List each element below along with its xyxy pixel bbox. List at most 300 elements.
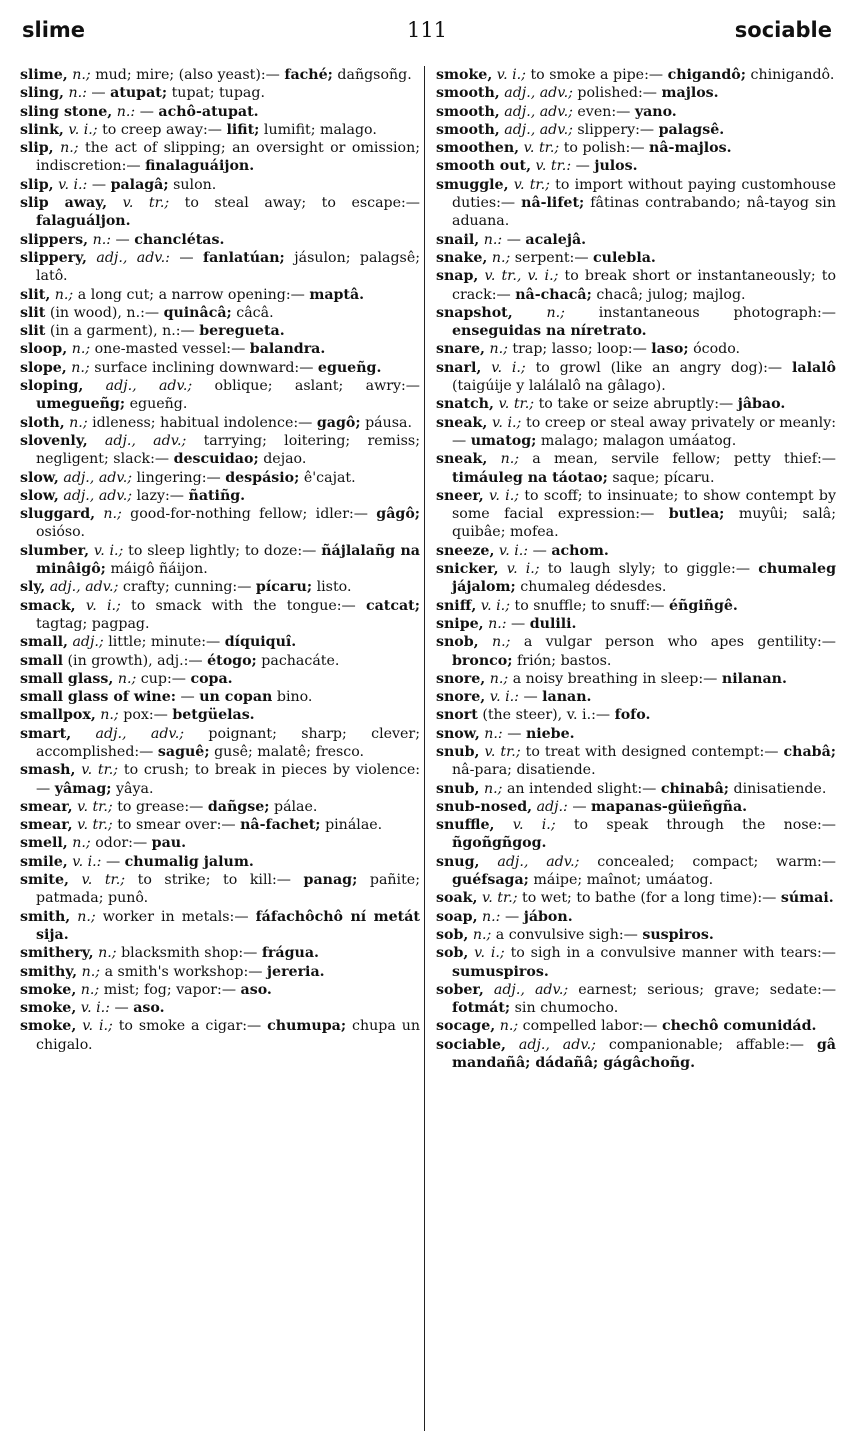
entry-translation: ñatiñg. — [188, 487, 246, 504]
entry-part-of-speech: v. tr.; — [77, 817, 113, 834]
entry-translation: gagô; — [316, 414, 361, 431]
entry-extra: sin chumocho. — [514, 1000, 619, 1017]
entry-translation: yâmag; — [54, 780, 112, 797]
dictionary-entry — [436, 798, 836, 816]
entry-translation: fanlatúan; — [202, 249, 285, 266]
entry-part-of-speech: n.: — [488, 615, 507, 632]
entry-translation: despásio; — [225, 469, 300, 486]
dictionary-entry — [20, 597, 420, 634]
entry-extra: pañite; patmada; punô. — [36, 872, 420, 907]
entry-headword: smooth, — [436, 103, 500, 120]
dictionary-entry — [20, 908, 420, 945]
entry-definition: to take or seize abruptly:— — [538, 396, 734, 413]
entry-part-of-speech: n.; — [77, 908, 96, 925]
entry-headword: sneeze, — [436, 542, 495, 559]
entry-definition: to creep or steal away privately or meanly:— — [452, 414, 836, 449]
entry-part-of-speech: v. i.; — [480, 597, 510, 614]
entry-translation: sumuspiros. — [452, 963, 549, 980]
entry-headword: slit — [20, 323, 46, 340]
entry-headword: smell, — [20, 835, 68, 852]
entry-definition: to crush; to break in pieces by violence:— — [36, 762, 420, 797]
entry-part-of-speech: adj.: — [536, 798, 568, 815]
entry-translation: laso; — [651, 341, 689, 358]
dictionary-entry — [20, 414, 420, 432]
entry-translation: chanclétas. — [134, 231, 225, 248]
dictionary-entry — [436, 157, 836, 175]
entry-translation: jábon. — [523, 908, 573, 925]
dictionary-entry — [436, 231, 836, 249]
entry-translation: gâgô; — [376, 506, 420, 523]
dictionary-entry — [20, 578, 420, 596]
entry-extra: bino. — [276, 689, 313, 706]
entry-definition: worker in metals:— — [102, 908, 249, 925]
entry-headword: smoke, — [20, 981, 77, 998]
entry-translation: beregueta. — [199, 323, 285, 340]
entry-translation: panag; — [303, 872, 358, 889]
entry-headword: slovenly, — [20, 432, 88, 449]
entry-extra: chinigandô. — [750, 67, 835, 83]
dictionary-entry — [436, 139, 836, 157]
entry-translation: mapanas-güieñgña. — [591, 798, 748, 815]
dictionary-entry — [436, 908, 836, 926]
dictionary-entry — [20, 304, 420, 322]
entry-part-of-speech: adj., adv.; — [105, 378, 193, 395]
entry-definition: crafty; cunning:— — [122, 579, 252, 596]
entry-definition: to steal away; to escape:— — [184, 195, 420, 212]
entry-translation: chumupa; — [267, 1018, 347, 1035]
entry-definition: odor:— — [95, 835, 148, 852]
entry-definition: companionable; affable:— — [608, 1036, 804, 1053]
entry-definition: — — [105, 853, 121, 870]
entry-headword: slippery, — [20, 249, 87, 266]
entry-part-of-speech: n.; — [54, 286, 74, 303]
entry-translation: fofo. — [614, 707, 651, 724]
entry-definition: to grease:— — [117, 798, 204, 815]
entry-headword: smash, — [20, 762, 76, 779]
entry-headword: smear, — [20, 817, 73, 834]
entry-headword: snap, — [436, 268, 479, 285]
entry-headword: snake, — [436, 249, 488, 266]
entry-part-of-speech: n.; — [100, 707, 119, 724]
entry-extra: pinálae. — [325, 817, 383, 834]
entry-part-of-speech: n.; — [492, 634, 511, 651]
dictionary-entry — [20, 999, 420, 1017]
entry-definition: — — [115, 231, 130, 248]
entry-part-of-speech: n.; — [60, 140, 79, 157]
entry-part-of-speech: n.; — [546, 304, 565, 321]
entry-translation: dulili. — [529, 615, 577, 632]
entry-extra: (taigúije y lalálalô na gâlago). — [452, 378, 666, 395]
entry-part-of-speech: n.; — [489, 341, 508, 358]
entry-translation: chumaleg jájalom; — [452, 561, 836, 596]
entry-definition: — — [139, 103, 154, 120]
dictionary-entry — [20, 963, 420, 981]
entry-headword: sober, — [436, 981, 484, 998]
entry-definition: poignant; sharp; clever; accomplished:— — [36, 725, 420, 760]
entry-translation: chigandô; — [667, 67, 746, 83]
entry-headword: snarl, — [436, 359, 482, 376]
entry-extra: fâtinas contrabando; nâ-tayog sin aduana. — [452, 195, 836, 230]
entry-extra: pachacáte. — [261, 652, 340, 669]
dictionary-entry — [436, 597, 836, 615]
entry-headword: smoke, — [20, 1018, 77, 1035]
entry-translation: maptâ. — [309, 286, 365, 303]
entry-part-of-speech: adj., adv.; — [95, 725, 185, 742]
entry-definition: polished:— — [577, 85, 657, 102]
entry-definition: compelled labor:— — [522, 1018, 658, 1035]
dictionary-entry — [436, 487, 836, 542]
entry-translation: catcat; — [365, 597, 420, 614]
entry-definition: oblique; aslant; awry:— — [214, 378, 420, 395]
entry-headword: slip away, — [20, 195, 108, 212]
entry-translation: jâbao. — [737, 396, 786, 413]
entry-headword: smart, — [20, 725, 72, 742]
entry-part-of-speech: v. tr.; — [81, 872, 126, 889]
entry-translation: chinabâ; — [660, 780, 730, 797]
entry-extra: chacâ; julog; majlog. — [596, 286, 746, 303]
entry-part-of-speech: n.; — [69, 414, 88, 431]
entry-extra: dinisatiende. — [733, 780, 827, 797]
entry-part-of-speech: adj., adv.; — [49, 579, 119, 596]
dictionary-entry — [436, 542, 836, 560]
entry-part-of-speech: n.; — [98, 945, 117, 962]
dictionary-entry — [20, 231, 420, 249]
entry-headword: smooth, — [436, 121, 500, 138]
entry-part-of-speech: v. tr.; — [81, 762, 119, 779]
dictionary-entry — [436, 450, 836, 487]
entry-part-of-speech: n.: — [92, 231, 111, 248]
entry-definition: serpent:— — [514, 249, 589, 266]
entry-translation: pau. — [151, 835, 187, 852]
entry-definition: lingering:— — [136, 469, 221, 486]
dictionary-entry — [436, 176, 836, 231]
entry-part-of-speech: n.; — [491, 249, 511, 266]
left-guide-word: slime — [22, 18, 86, 42]
entry-headword: small glass of wine: — [20, 689, 177, 706]
entry-extra: nâ-para; disatiende. — [452, 762, 596, 779]
entry-definition: — — [91, 176, 107, 193]
entry-definition: surface inclining downward:— — [94, 359, 314, 376]
entry-translation: timáuleg na táotao; — [452, 469, 608, 486]
entry-definition: to sleep lightly; to doze:— — [128, 542, 317, 559]
entry-headword: sneak, — [436, 414, 488, 431]
entry-part-of-speech: n.; — [80, 981, 100, 998]
entry-part-of-speech: adj., adv.; — [63, 469, 132, 486]
entry-headword: smithery, — [20, 945, 94, 962]
right-guide-word: sociable — [734, 18, 832, 42]
entry-headword: sloop, — [20, 341, 68, 358]
entry-extra: malago; malagon umáatog. — [540, 432, 737, 449]
entry-extra: listo. — [316, 579, 352, 596]
entry-definition: — — [506, 231, 521, 248]
entry-definition: to growl (like an angry dog):— — [535, 359, 783, 376]
entry-extra: tagtag; pagpag. — [36, 615, 150, 632]
entry-part-of-speech: n.; — [500, 451, 519, 468]
dictionary-entry — [20, 359, 420, 377]
entry-part-of-speech: adj., adv.; — [504, 103, 573, 120]
entry-part-of-speech: v. i.; — [506, 561, 540, 578]
dictionary-entry — [436, 395, 836, 413]
dictionary-entry — [436, 304, 836, 341]
entry-translation: nâ-chacâ; — [515, 286, 592, 303]
entry-translation: un copan — [199, 689, 273, 706]
entry-headword: snicker, — [436, 561, 499, 578]
dictionary-entry — [20, 853, 420, 871]
entry-translation: chechô comunidád. — [662, 1018, 817, 1035]
entry-definition: — — [511, 615, 526, 632]
entry-translation: fáfachôchô ní metát sija. — [36, 908, 420, 943]
entry-extra: páusa. — [365, 414, 413, 431]
dictionary-entry — [436, 688, 836, 706]
entry-translation: yano. — [634, 103, 677, 120]
entry-definition: — — [91, 85, 106, 102]
entry-headword: smith, — [20, 908, 71, 925]
dictionary-entry — [436, 670, 836, 688]
entry-headword: slumber, — [20, 542, 90, 559]
entry-translation: nilanan. — [721, 670, 787, 687]
dictionary-entry — [436, 633, 836, 670]
entry-definition: — — [572, 798, 587, 815]
entry-translation: egueñg. — [317, 359, 382, 376]
dictionary-entry — [20, 981, 420, 999]
entry-translation: ñgoñgñgog. — [452, 835, 547, 852]
entry-translation: achô-atupat. — [158, 103, 259, 120]
dictionary-entry — [436, 853, 836, 890]
entry-part-of-speech: adj.; — [72, 634, 104, 651]
dictionary-entry — [436, 359, 836, 396]
entry-translation: aso. — [133, 1000, 165, 1017]
entry-extra: câcâ. — [236, 304, 274, 321]
dictionary-entry — [436, 249, 836, 267]
entry-definition: trap; lasso; loop:— — [512, 341, 647, 358]
entry-translation: palagâ; — [110, 176, 169, 193]
entry-part-of-speech: n.; — [103, 506, 122, 523]
entry-definition: (the steer), v. i.:— — [482, 707, 611, 724]
entry-definition: concealed; compact; warm:— — [597, 853, 836, 870]
entry-definition: to creep away:— — [102, 121, 222, 138]
entry-definition: idleness; habitual indolence:— — [92, 414, 313, 431]
dictionary-entry — [20, 432, 420, 469]
entry-definition: little; minute:— — [108, 634, 221, 651]
entry-translation: lanan. — [542, 689, 592, 706]
dictionary-entry — [20, 469, 420, 487]
entry-translation: ñájlalañg na minâigô; — [36, 542, 420, 578]
entry-headword: snub-nosed, — [436, 798, 533, 815]
dictionary-entry — [436, 103, 836, 121]
entry-part-of-speech: n.: — [68, 85, 87, 102]
entry-headword: sloth, — [20, 414, 65, 431]
entry-headword: snail, — [436, 231, 480, 248]
entry-definition: instantaneous photograph:— — [598, 304, 836, 321]
entry-headword: smithy, — [20, 963, 78, 980]
entry-part-of-speech: v. i.; — [474, 945, 505, 962]
entry-part-of-speech: v. i.; — [68, 121, 98, 138]
entry-translation: butlea; — [668, 506, 725, 523]
entry-definition: to smear over:— — [117, 817, 236, 834]
entry-definition: — — [504, 908, 520, 925]
entry-definition: — — [179, 249, 194, 266]
entry-part-of-speech: n.; — [72, 67, 91, 83]
entry-headword: snore, — [436, 689, 486, 706]
dictionary-entry — [20, 66, 420, 84]
entry-definition: a mean, servile fellow; petty thief:— — [532, 451, 836, 468]
entry-part-of-speech: n.; — [117, 670, 137, 687]
entry-part-of-speech: adj., adv.; — [63, 487, 132, 504]
entry-definition: an intended slight:— — [506, 780, 657, 797]
dictionary-entry — [20, 542, 420, 579]
entry-headword: slow, — [20, 487, 59, 504]
entry-definition: to break short or instantaneously; to crack:— — [452, 268, 836, 303]
entry-headword: snort — [436, 707, 478, 724]
entry-headword: smallpox, — [20, 707, 96, 724]
entry-headword: sociable, — [436, 1036, 506, 1053]
entry-definition: one-masted vessel:— — [94, 341, 246, 358]
entry-part-of-speech: n.; — [81, 963, 101, 980]
entry-translation: chumalig jalum. — [124, 853, 254, 870]
dictionary-entry — [20, 816, 420, 834]
entry-headword: smite, — [20, 872, 69, 889]
dictionary-entry — [436, 414, 836, 451]
page-number: 111 — [406, 18, 448, 42]
entry-part-of-speech: n.: — [483, 231, 503, 248]
dictionary-entry — [436, 816, 836, 853]
entry-translation: balandra. — [249, 341, 326, 358]
entry-translation: umegueñg; — [36, 396, 126, 413]
entry-definition: — — [575, 158, 590, 175]
entry-translation: achom. — [551, 542, 609, 559]
entry-headword: snow, — [436, 725, 480, 742]
dictionary-entry — [20, 377, 420, 414]
entry-headword: soak, — [436, 890, 478, 907]
entry-part-of-speech: n.; — [71, 359, 90, 376]
dictionary-entry — [436, 725, 836, 743]
dictionary-entry — [20, 139, 420, 176]
entry-extra: yâya. — [116, 780, 154, 797]
entry-headword: smoke, — [436, 67, 493, 83]
entry-part-of-speech: v. i.: — [498, 542, 529, 559]
dictionary-entry — [20, 322, 420, 340]
dictionary-entry — [20, 834, 420, 852]
entry-definition: — — [532, 542, 547, 559]
entry-headword: sob, — [436, 926, 469, 943]
entry-definition: mist; fog; vapor:— — [103, 981, 237, 998]
entry-definition: tarrying; loitering; remiss; negligent; slack:— — [36, 432, 420, 468]
dictionary-entry — [436, 84, 836, 102]
entry-translation: gâ mandañâ; dádañâ; gágâchoñg. — [452, 1036, 836, 1072]
entry-part-of-speech: adj., adv.; — [104, 432, 187, 449]
entry-definition: to sigh in a convulsive manner with tears:— — [510, 945, 836, 962]
entry-translation: copa. — [190, 670, 233, 687]
entry-headword: smuggle, — [436, 176, 509, 193]
dictionary-entry — [436, 743, 836, 780]
entry-part-of-speech: v. i.: — [489, 689, 519, 706]
entry-headword: snatch, — [436, 396, 494, 413]
entry-translation: étogo; — [207, 652, 257, 669]
entry-headword: smooth out, — [436, 158, 532, 175]
entry-part-of-speech: v. i.; — [512, 817, 556, 834]
entry-headword: sly, — [20, 579, 46, 596]
dictionary-entry — [436, 981, 836, 1018]
entry-definition: to strike; to kill:— — [137, 872, 291, 889]
entry-extra: lumifit; malago. — [263, 121, 377, 138]
entry-definition: a noisy breathing in sleep:— — [512, 670, 718, 687]
dictionary-entry — [436, 560, 836, 597]
dictionary-entry — [20, 652, 420, 670]
entry-extra: osióso. — [36, 524, 85, 541]
entry-headword: smoothen, — [436, 140, 520, 157]
entry-part-of-speech: n.: — [484, 725, 503, 742]
dictionary-entry — [436, 706, 836, 724]
left-column — [20, 66, 420, 1431]
entry-part-of-speech: adj., adv.; — [504, 85, 573, 102]
entry-translation: éñgiñgê. — [668, 597, 738, 614]
entry-part-of-speech: v. tr.; — [513, 176, 550, 193]
entry-translation: umatog; — [470, 432, 537, 449]
entry-translation: julos. — [594, 158, 638, 175]
entry-translation: jereria. — [266, 963, 325, 980]
entry-translation: pícaru; — [255, 579, 313, 596]
dictionary-entry — [20, 944, 420, 962]
entry-headword: snub, — [436, 780, 480, 797]
entry-definition: to laugh slyly; to giggle:— — [547, 561, 751, 578]
entry-extra: chupa un chigalo. — [36, 1018, 420, 1053]
entry-translation: atupat; — [110, 85, 168, 102]
entry-headword: sling stone, — [20, 103, 113, 120]
entry-definition: a smith's workshop:— — [104, 963, 263, 980]
entry-headword: snub, — [436, 743, 480, 760]
entry-extra: máigô ñáijon. — [110, 561, 208, 578]
dictionary-entry — [436, 944, 836, 981]
entry-part-of-speech: v. i.: — [72, 853, 102, 870]
entry-translation: bronco; — [452, 652, 513, 669]
entry-extra: egueñg. — [129, 396, 188, 413]
entry-translation: faché; — [284, 67, 333, 83]
entry-translation: betgüelas. — [172, 707, 255, 724]
dictionary-entry — [20, 176, 420, 194]
entry-headword: sniff, — [436, 597, 477, 614]
entry-definition: a convulsive sigh:— — [495, 926, 638, 943]
entry-headword: small — [20, 652, 63, 669]
entry-part-of-speech: v. tr.; — [122, 195, 170, 212]
entry-headword: smile, — [20, 853, 68, 870]
entry-extra: saque; pícaru. — [612, 469, 715, 486]
dictionary-entry — [436, 889, 836, 907]
entry-definition: to snuffle; to snuff:— — [514, 597, 665, 614]
entry-part-of-speech: n.; — [72, 835, 91, 852]
entry-definition: a vulgar person who apes gentility:— — [523, 634, 836, 651]
entry-definition: (in a garment), n.:— — [49, 323, 195, 340]
entry-part-of-speech: v. i.; — [93, 542, 124, 559]
entry-definition: pox:— — [123, 707, 168, 724]
dictionary-entry — [20, 871, 420, 908]
entry-translation: lalalô — [791, 359, 836, 376]
entry-translation: nâ-fachet; — [240, 817, 321, 834]
entry-translation: nâ-lifet; — [521, 195, 585, 212]
dictionary-entry — [436, 66, 836, 84]
entry-part-of-speech: v. tr.; — [481, 890, 518, 907]
entry-headword: smooth, — [436, 85, 500, 102]
entry-definition: to polish:— — [563, 140, 645, 157]
entry-headword: slow, — [20, 469, 59, 486]
entry-translation: frágua. — [261, 945, 319, 962]
entry-part-of-speech: adj., adv.: — [96, 249, 170, 266]
entry-headword: snuffle, — [436, 817, 495, 834]
entry-headword: slippers, — [20, 231, 89, 248]
entry-definition: earnest; serious; grave; sedate:— — [578, 981, 836, 998]
entry-translation: aso. — [240, 981, 272, 998]
dictionary-entry — [436, 615, 836, 633]
dictionary-entry — [436, 340, 836, 358]
